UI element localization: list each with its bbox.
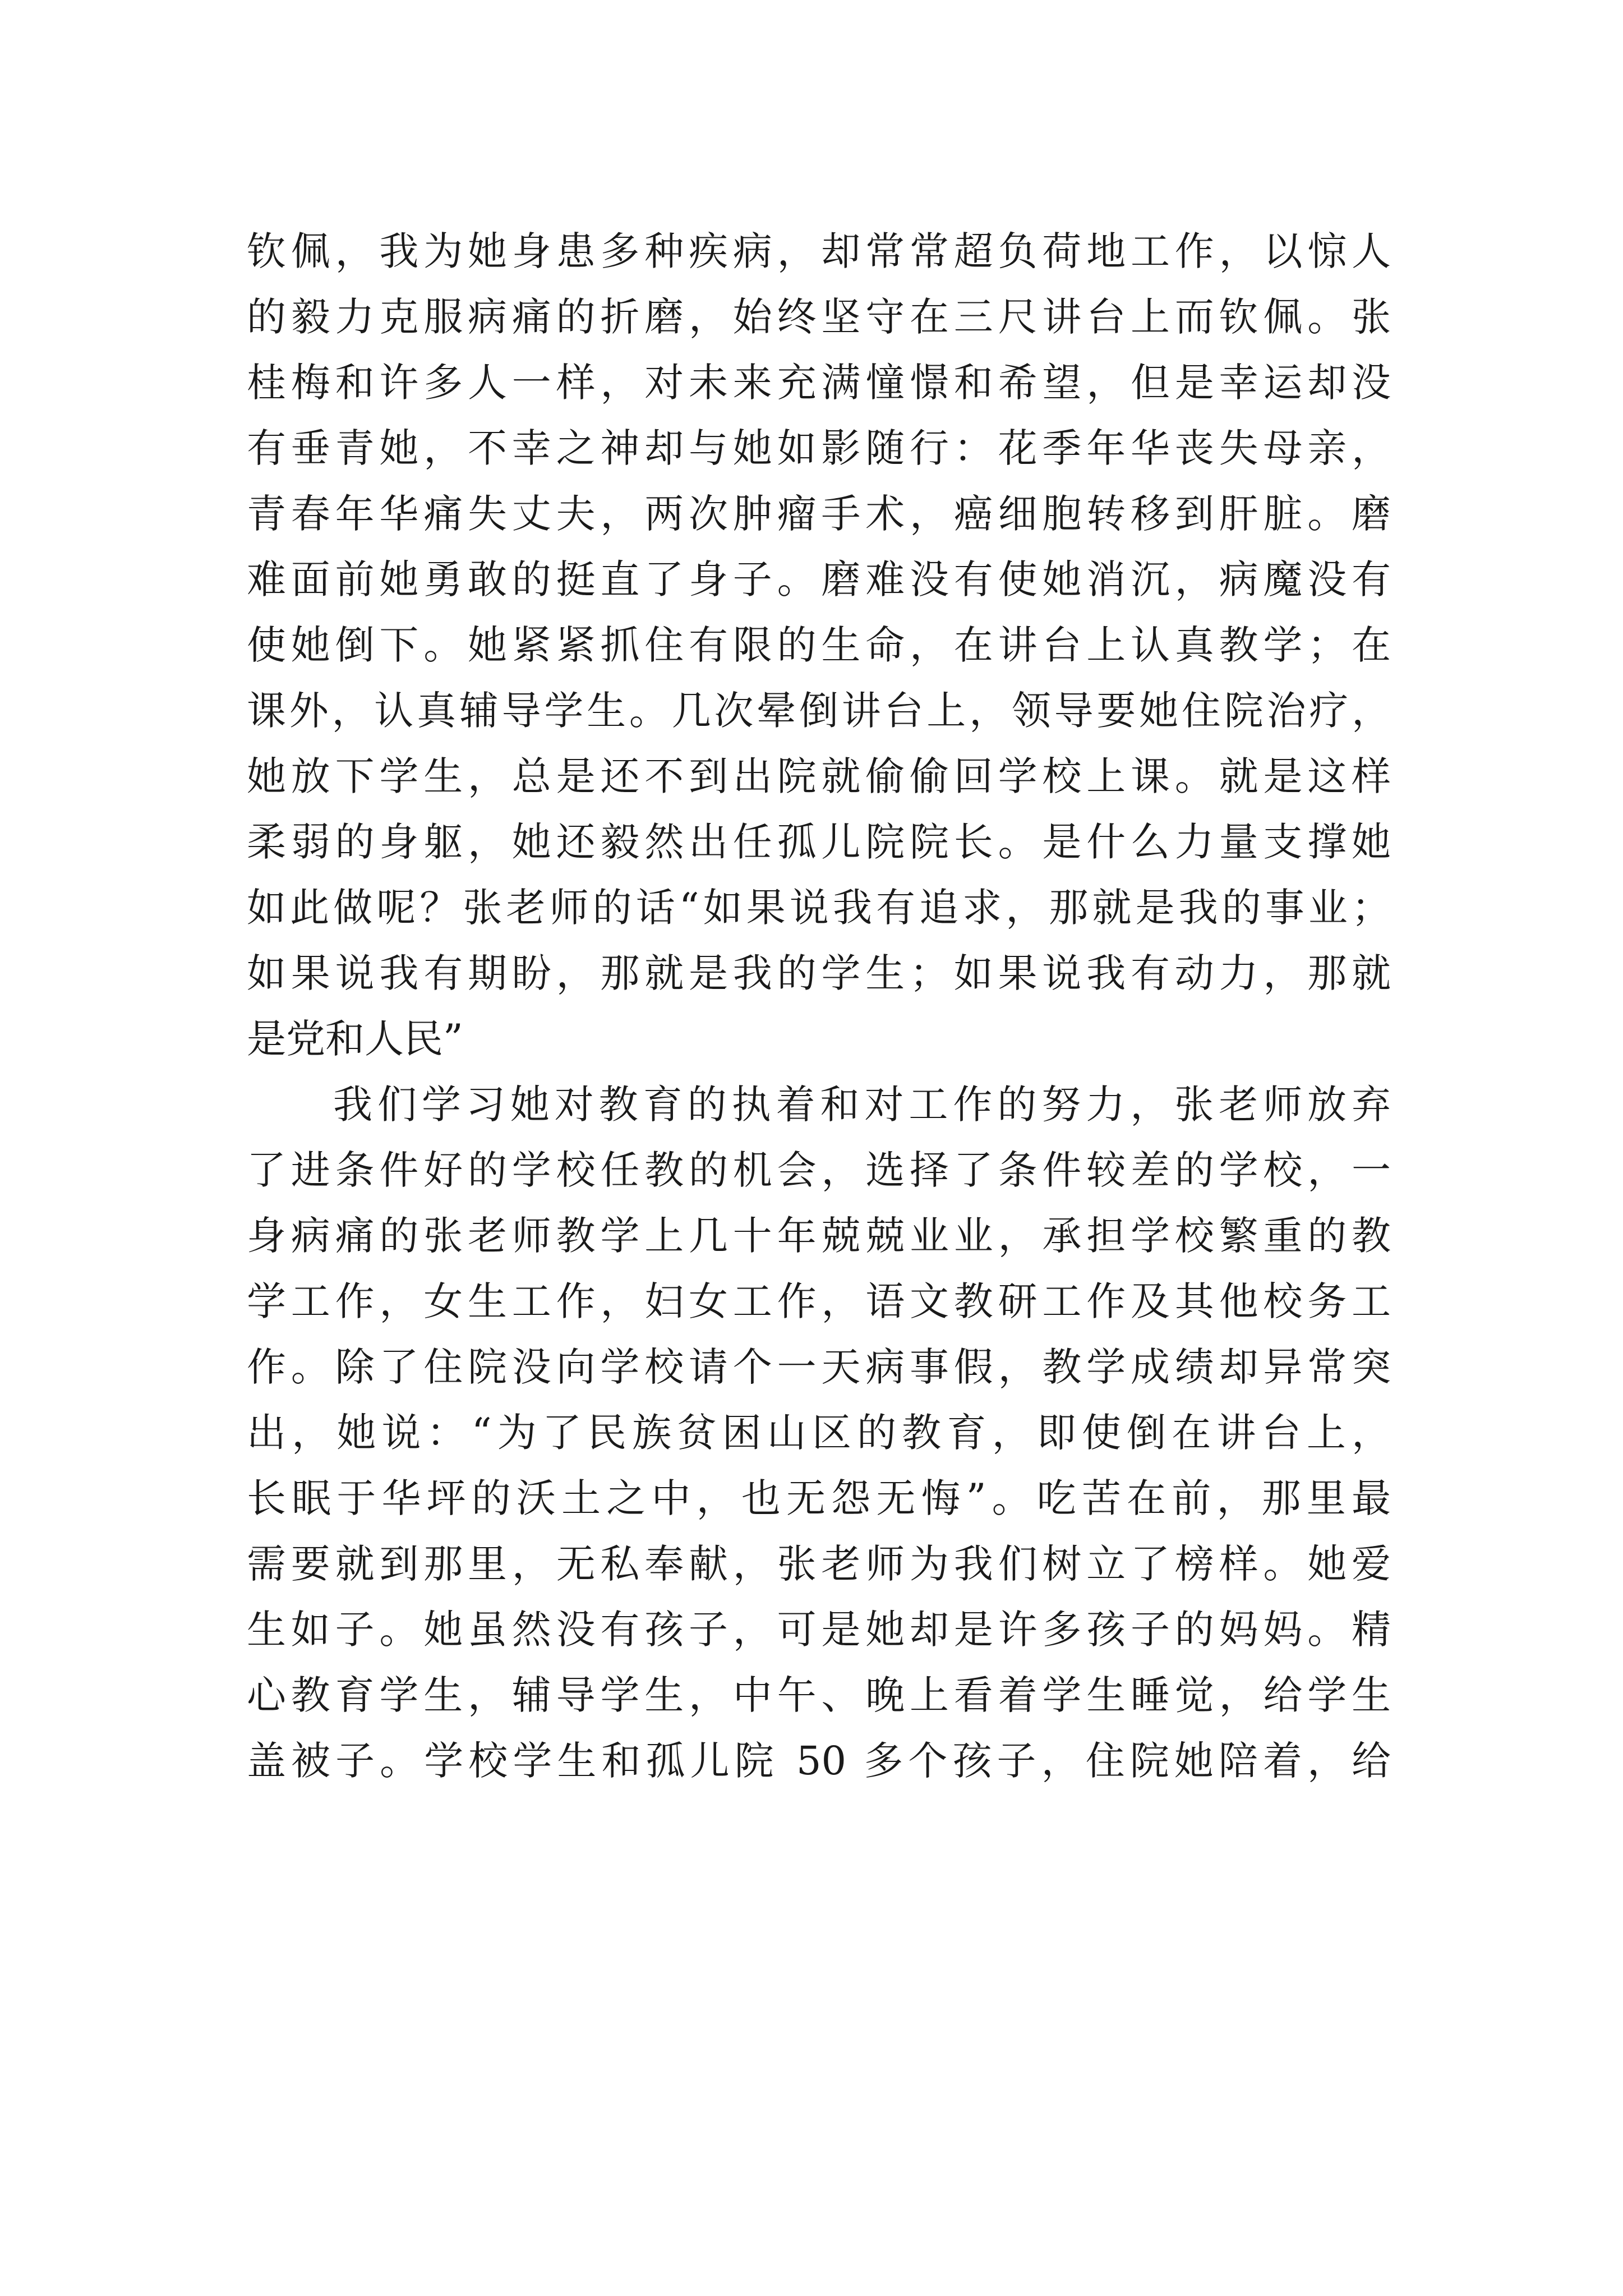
text-line: 如此做呢？张老师的话“如果说我有追求，那就是我的事业； — [247, 885, 1391, 931]
text-line: 作。除了住院没向学校请个一天病事假，教学成绩却异常突 — [247, 1344, 1391, 1390]
text-line: 如果说我有期盼，那就是我的学生；如果说我有动力，那就 — [247, 950, 1391, 996]
text-line: 出，她说：“为了民族贫困山区的教育，即使倒在讲台上， — [247, 1410, 1391, 1456]
body-text — [247, 219, 1391, 1794]
text-line: 青春年华痛失丈夫，两次肿瘤手术，癌细胞转移到肝脏。磨 — [247, 491, 1391, 537]
text-line: 使她倒下。她紧紧抓住有限的生命，在讲台上认真教学；在 — [247, 622, 1391, 668]
text-line: 柔弱的身躯，她还毅然出任孤儿院院长。是什么力量支撑她 — [247, 819, 1391, 865]
text-line: 的毅力克服病痛的折磨，始终坚守在三尺讲台上而钦佩。张 — [247, 294, 1391, 340]
text-line: 生如子。她虽然没有孩子，可是她却是许多孩子的妈妈。精 — [247, 1607, 1391, 1653]
text-line: 需要就到那里，无私奉献，张老师为我们树立了榜样。她爱 — [247, 1541, 1391, 1587]
text-line: 她放下学生，总是还不到出院就偷偷回学校上课。就是这样 — [247, 753, 1391, 799]
paragraph-2 — [247, 1072, 1391, 1794]
text-line: 难面前她勇敢的挺直了身子。磨难没有使她消沉，病魔没有 — [247, 556, 1391, 602]
text-line: 钦佩，我为她身患多种疾病，却常常超负荷地工作，以惊人 — [247, 228, 1391, 274]
text-line: 心教育学生，辅导学生，中午、晚上看着学生睡觉，给学生 — [247, 1672, 1391, 1718]
text-line: 盖被子。学校学生和孤儿院 50 多个孩子，住院她陪着，给 — [247, 1738, 1391, 1784]
text-line: 学工作，女生工作，妇女工作，语文教研工作及其他校务工 — [247, 1278, 1391, 1324]
text-line: 身病痛的张老师教学上几十年兢兢业业，承担学校繁重的教 — [247, 1213, 1391, 1259]
text-line: 了进条件好的学校任教的机会，选择了条件较差的学校，一 — [247, 1147, 1391, 1193]
text-line: 长眠于华坪的沃土之中，也无怨无悔”。吃苦在前，那里最 — [247, 1475, 1391, 1521]
text-line: 是党和人民” — [247, 1016, 463, 1062]
text-line: 课外，认真辅导学生。几次晕倒讲台上，领导要她住院治疗， — [247, 688, 1391, 734]
text-line: 有垂青她，不幸之神却与她如影随行：花季年华丧失母亲， — [247, 425, 1391, 471]
paragraph-1 — [247, 219, 1391, 1072]
text-line: 桂梅和许多人一样，对未来充满憧憬和希望，但是幸运却没 — [247, 360, 1391, 406]
text-line: 我们学习她对教育的执着和对工作的努力，张老师放弃 — [333, 1082, 1391, 1128]
